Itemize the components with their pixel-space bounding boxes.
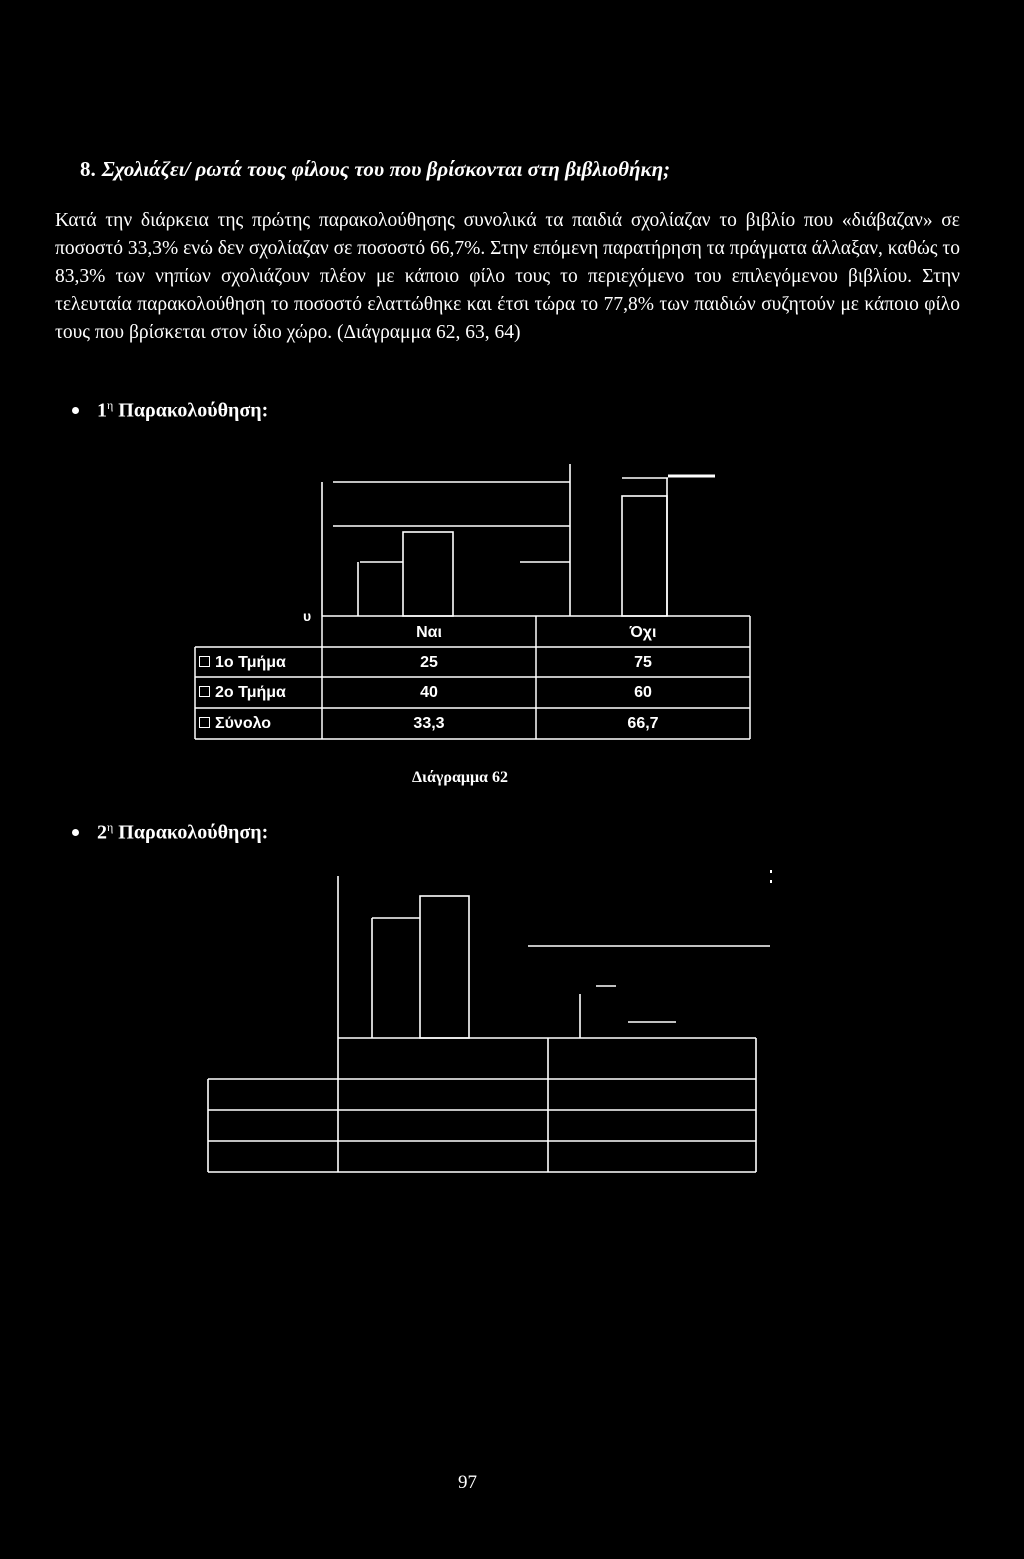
column-header-yes: Ναι bbox=[416, 624, 442, 641]
heading-number: 8. bbox=[80, 157, 96, 181]
axis-mark: υ bbox=[303, 608, 312, 624]
chart-1-caption: Διάγραμμα 62 bbox=[412, 769, 508, 786]
table-cell: 75 bbox=[634, 654, 652, 671]
heading-text: Σχολιάζει/ ρωτά τους φίλους του που βρίσκονται στη βιβλιοθήκη; bbox=[101, 157, 671, 181]
table-cell: 33,3 bbox=[413, 715, 445, 732]
page-number: 97 bbox=[458, 1472, 477, 1493]
observation-1-heading: $1^\eta$ Παρακολούθηση: bbox=[72, 398, 268, 423]
observation-2-heading: $2^\eta$ Παρακολούθηση: bbox=[72, 820, 268, 845]
column-header-no: Όχι bbox=[629, 624, 657, 641]
table-cell: 25 bbox=[420, 654, 438, 671]
row-label-dept2: 2ο Τμήμα bbox=[195, 678, 322, 708]
table-cell: 60 bbox=[634, 684, 652, 701]
table-cell: 66,7 bbox=[627, 715, 659, 732]
body-paragraph: Κατά την διάρκεια της πρώτης παρακολούθησης συνολικά τα παιδιά σχολίαζαν το βιβλίο που «διάβαζαν» σε ποσοστό 33,3% ενώ δεν σχολίαζαν σε ποσοστό 66,7%. Στην επόμενη παρατήρηση τα πράγματα άλλαξαν, καθώς το 83,3% των νηπίων σχολιάζουν πλέον με κάποιο φίλο τους το περιεχόμενο του επιλεγόμενου βιβλίου. Στην τελευταία παρακολούθηση το ποσοστό ελαττώθηκε και έτσι τώρα το 77,8% των παιδιών συζητούν με κάποιο φίλο τους που βρίσκεται στον ίδιο χώρο. (Διάγραμμα 62, 63, 64) bbox=[55, 210, 960, 343]
table-cell: 40 bbox=[420, 684, 438, 701]
row-label-total: Σύνολο bbox=[195, 709, 322, 739]
row-label-dept1: 1ο Τμήμα bbox=[195, 648, 322, 678]
